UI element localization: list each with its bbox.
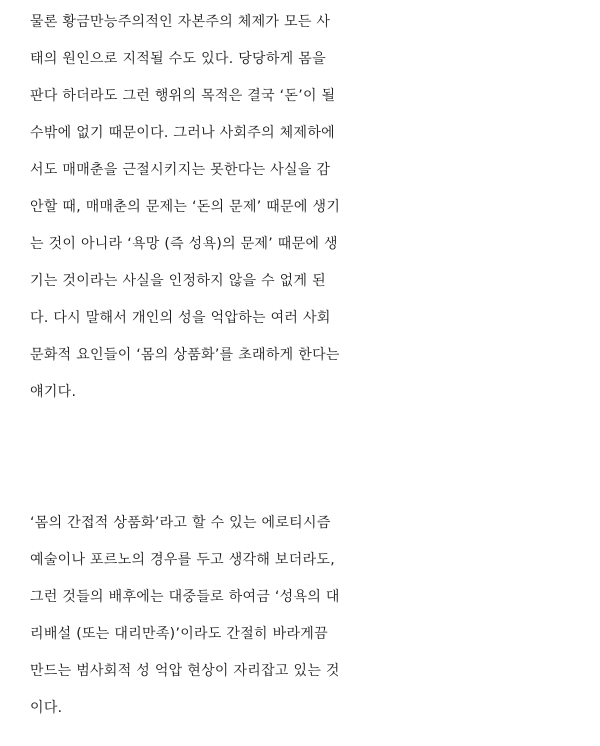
text-line: 판다 하더라도 그런 행위의 목적은 결국 ‘돈’이 될 [30,88,336,104]
text-line: 다. 다시 말해서 개인의 성을 억압하는 여러 사회 [30,310,331,326]
text-line: 기는 것이라는 사실을 인정하지 않을 수 없게 된 [30,273,326,289]
text-line: 얘기다. [30,384,77,400]
text-line: 리배설 (또는 대리만족)’이라도 간절히 바라게끔 [30,626,328,642]
text-line: 이다. [30,700,63,716]
text-line: 그런 것들의 배후에는 대중들로 하여금 ‘성욕의 대 [30,589,340,605]
text-line: 안할 때, 매매춘의 문제는 ‘돈의 문제’ 때문에 생기 [30,199,341,215]
text-line: 물론 황금만능주의적인 자본주의 체제가 모든 사 [30,14,331,30]
text-line: 만드는 범사회적 성 억압 현상이 자리잡고 있는 것 [30,663,340,679]
text-line: 수밖에 없기 때문이다. 그러나 사회주의 체제하에 [30,125,335,141]
text-line: 는 것이 아니라 ‘욕망 (즉 성욕)의 문제’ 때문에 생 [30,236,338,252]
paragraph-2 [30,505,590,727]
text-line: 예술이나 포르노의 경우를 두고 생각해 보더라도, [30,552,335,568]
text-line: 서도 매매춘을 근절시키지는 못한다는 사실을 감 [30,162,331,178]
text-line: 문화적 요인들이 ‘몸의 상품화’를 초래하게 한다는 [30,347,340,363]
paragraph-1 [30,4,590,411]
text-line: 태의 원인으로 지적될 수도 있다. 당당하게 몸을 [30,51,326,67]
text-line: ‘몸의 간접적 상품화’라고 할 수 있는 에로티시즘 [30,515,331,531]
